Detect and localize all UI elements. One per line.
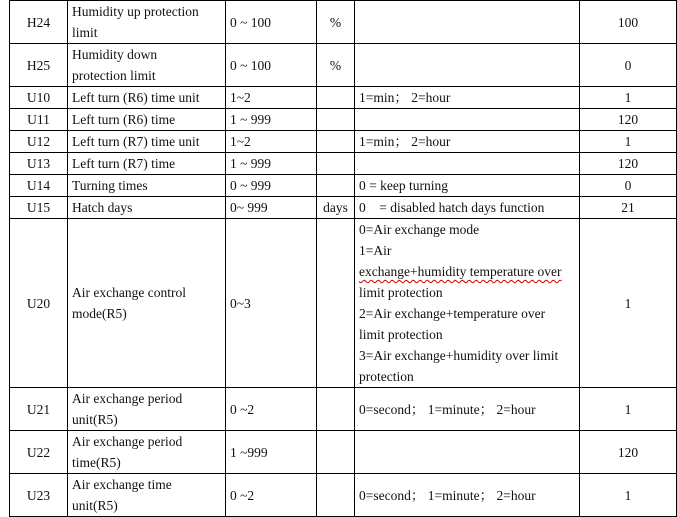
param-default: 0 xyxy=(580,175,677,197)
table-row xyxy=(10,175,677,197)
param-default: 21 xyxy=(580,197,677,219)
param-name: Left turn (R7) time unit xyxy=(68,131,226,153)
param-unit: % xyxy=(317,44,355,87)
param-code: H25 xyxy=(10,44,68,87)
param-range: 0 ~2 xyxy=(226,474,317,517)
param-range: 1 ~ 999 xyxy=(226,153,317,175)
param-range: 0 ~2 xyxy=(226,388,317,431)
param-default: 120 xyxy=(580,431,677,474)
param-default: 1 xyxy=(580,131,677,153)
param-code: U20 xyxy=(10,219,68,388)
param-unit xyxy=(317,87,355,109)
table-row xyxy=(10,109,677,131)
param-range: 0 ~ 100 xyxy=(226,1,317,44)
param-code: U21 xyxy=(10,388,68,431)
param-range: 1~2 xyxy=(226,131,317,153)
param-range: 1 ~ 999 xyxy=(226,109,317,131)
table-row xyxy=(10,474,677,517)
param-name: Air exchange time unit(R5) xyxy=(68,474,226,517)
table-row xyxy=(10,388,677,431)
param-note xyxy=(355,1,580,44)
param-unit: days xyxy=(317,197,355,219)
param-note: 0 = keep turning xyxy=(355,175,580,197)
param-note xyxy=(355,44,580,87)
table-row xyxy=(10,44,677,87)
table-row xyxy=(10,131,677,153)
param-note: 0=Air exchange mode 1=Air exchange+humidity temperature over limit protection 2=Air exchange+temperature over limit protection 3=Air exchange+humidity over limit protection xyxy=(355,219,580,388)
param-unit: % xyxy=(317,1,355,44)
parameter-table xyxy=(9,0,677,517)
param-name: Left turn (R6) time xyxy=(68,109,226,131)
param-default: 1 xyxy=(580,87,677,109)
table-row xyxy=(10,219,677,388)
param-name: Air exchange period time(R5) xyxy=(68,431,226,474)
param-note: 0=second； 1=minute； 2=hour xyxy=(355,474,580,517)
param-name: Humidity down protection limit xyxy=(68,44,226,87)
param-code: U11 xyxy=(10,109,68,131)
param-note: 0 = disabled hatch days function xyxy=(355,197,580,219)
param-range: 1 ~999 xyxy=(226,431,317,474)
param-code: U15 xyxy=(10,197,68,219)
table-row xyxy=(10,153,677,175)
param-code: U12 xyxy=(10,131,68,153)
param-unit xyxy=(317,109,355,131)
table-row xyxy=(10,431,677,474)
param-code: U14 xyxy=(10,175,68,197)
param-default: 1 xyxy=(580,474,677,517)
param-code: U22 xyxy=(10,431,68,474)
param-unit xyxy=(317,131,355,153)
param-default: 120 xyxy=(580,153,677,175)
param-range: 0~3 xyxy=(226,219,317,388)
param-note: 1=min； 2=hour xyxy=(355,131,580,153)
param-code: U10 xyxy=(10,87,68,109)
param-name: Air exchange period unit(R5) xyxy=(68,388,226,431)
param-name: Air exchange control mode(R5) xyxy=(68,219,226,388)
param-range: 0 ~ 999 xyxy=(226,175,317,197)
param-unit xyxy=(317,388,355,431)
table-row xyxy=(10,197,677,219)
param-name: Turning times xyxy=(68,175,226,197)
param-default: 100 xyxy=(580,1,677,44)
param-unit xyxy=(317,175,355,197)
param-default: 120 xyxy=(580,109,677,131)
param-note xyxy=(355,431,580,474)
param-code: U23 xyxy=(10,474,68,517)
param-range: 1~2 xyxy=(226,87,317,109)
param-note xyxy=(355,109,580,131)
param-code: H24 xyxy=(10,1,68,44)
param-name: Hatch days xyxy=(68,197,226,219)
table-row xyxy=(10,87,677,109)
param-name: Humidity up protection limit xyxy=(68,1,226,44)
param-range: 0 ~ 100 xyxy=(226,44,317,87)
param-default: 1 xyxy=(580,219,677,388)
param-note: 0=second； 1=minute； 2=hour xyxy=(355,388,580,431)
param-name: Left turn (R7) time xyxy=(68,153,226,175)
param-note xyxy=(355,153,580,175)
param-name: Left turn (R6) time unit xyxy=(68,87,226,109)
param-unit xyxy=(317,219,355,388)
param-unit xyxy=(317,431,355,474)
param-unit xyxy=(317,153,355,175)
param-range: 0~ 999 xyxy=(226,197,317,219)
param-unit xyxy=(317,474,355,517)
param-default: 1 xyxy=(580,388,677,431)
param-note: 1=min； 2=hour xyxy=(355,87,580,109)
table-row xyxy=(10,1,677,44)
param-code: U13 xyxy=(10,153,68,175)
param-default: 0 xyxy=(580,44,677,87)
